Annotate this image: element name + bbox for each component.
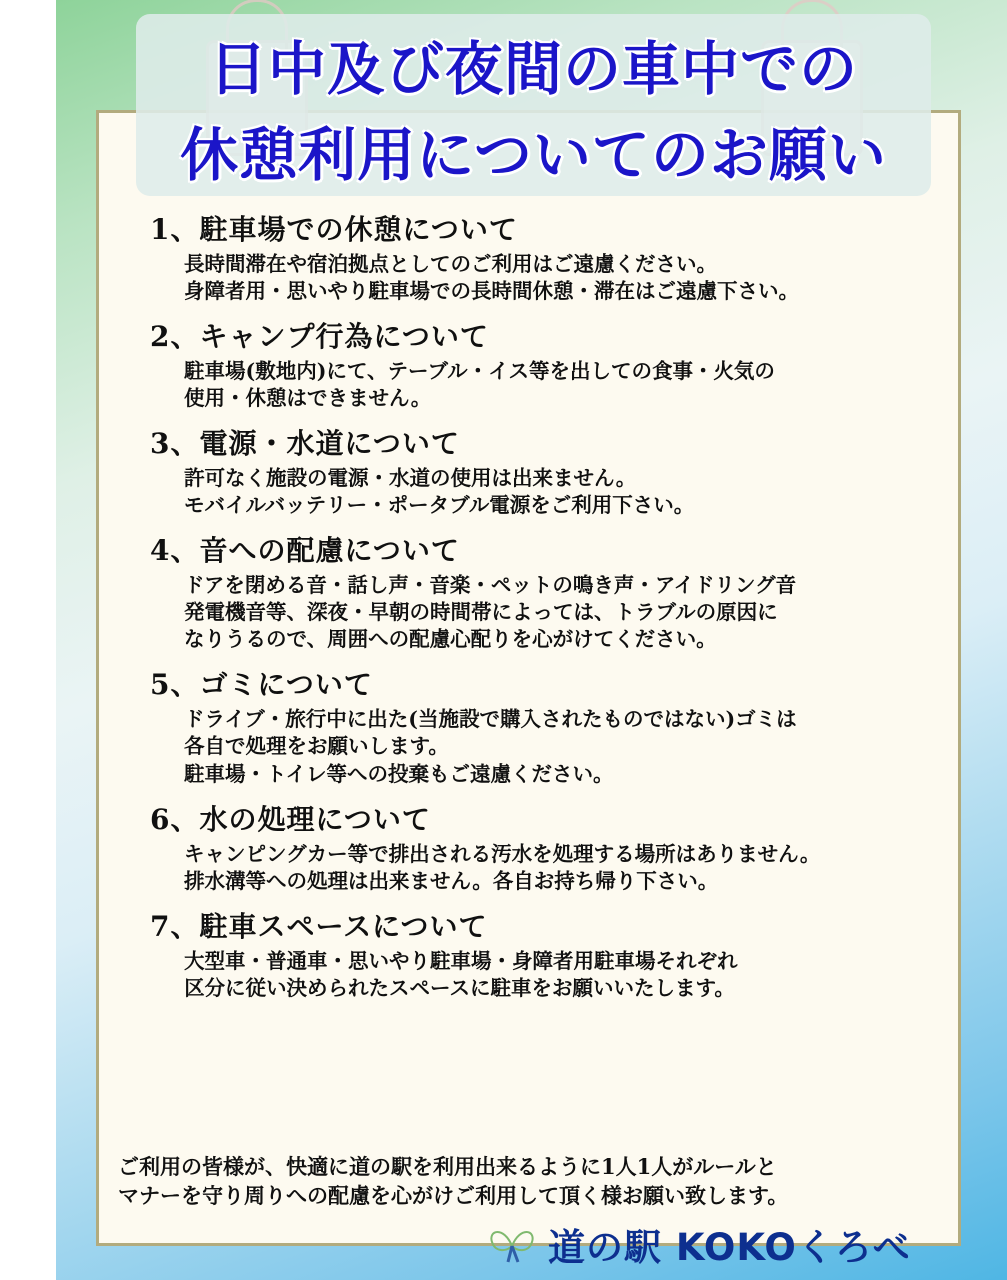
poster-title-block (136, 14, 931, 196)
rule-item (142, 667, 932, 787)
rule-body (142, 251, 932, 305)
station-logo-text: 道の駅 KOKOくろべ (548, 1226, 911, 1269)
station-logo (486, 1218, 956, 1270)
poster-frame (56, 0, 1007, 1280)
rules-list (142, 212, 932, 1016)
rule-line: 大型車・普通車・思いやり駐車場・身障者用駐車場それぞれ (184, 948, 738, 973)
rule-heading: 5、ゴミについて (150, 668, 373, 702)
rule-line: キャンピングカー等で排出される汚水を処理する場所はありません。 (184, 841, 821, 866)
rule-body (142, 572, 932, 653)
rule-line: モバイルバッテリー・ポータブル電源をご利用下さい。 (184, 493, 695, 518)
rule-heading: 7、駐車スペースについて (150, 909, 488, 943)
rule-item (142, 426, 932, 519)
rule-body (142, 948, 932, 1002)
rule-line: 各自で処理をお願いします。 (184, 734, 449, 759)
poster-title-line-2: 休憩利用についてのお願い (180, 121, 887, 189)
rule-line: ドアを閉める音・話し声・音楽・ペットの鳴き声・アイドリング音 (184, 573, 797, 598)
rule-line: 長時間滞在や宿泊拠点としてのご利用はご遠慮ください。 (184, 252, 717, 276)
butterfly-icon (486, 1224, 538, 1264)
rule-line: ドライブ・旅行中に出た(当施設で購入されたものではない)ゴミは (184, 707, 797, 732)
rule-item (142, 533, 932, 653)
rule-line: 許可なく施設の電源・水道の使用は出来ません。 (184, 466, 637, 491)
poster-title-line-1: 日中及び夜間の車中での (208, 35, 858, 103)
rule-heading: 4、音への配慮について (150, 534, 460, 568)
rule-item (142, 909, 932, 1002)
rule-line: 発電機音等、深夜・早朝の時間帯によっては、トラブルの原因に (184, 600, 778, 625)
rule-heading: 2、キャンプ行為について (150, 320, 489, 354)
footer-note (118, 1152, 948, 1211)
rule-line: 駐車場(敷地内)にて、テーブル・イス等を出しての食事・火気の (184, 359, 775, 384)
rule-item (142, 212, 932, 305)
rule-body (142, 841, 932, 895)
footer-note-line: ご利用の皆様が、快適に道の駅を利用出来るように1人1人がルールと (118, 1154, 777, 1179)
rule-heading: 1、駐車場での休憩について (150, 213, 518, 246)
rule-body (142, 358, 932, 412)
rule-line: 使用・休憩はできません。 (184, 386, 432, 411)
rule-body (142, 706, 932, 787)
rule-item (142, 802, 932, 895)
rule-line: 身障者用・思いやり駐車場での長時間休憩・滞在はご遠慮下さい。 (184, 279, 799, 304)
rule-line: なりうるので、周囲への配慮心配りを心がけてください。 (184, 627, 717, 652)
rule-item (142, 319, 932, 412)
rule-line: 区分に従い決められたスペースに駐車をお願いいたします。 (184, 975, 735, 1000)
rule-heading: 3、電源・水道について (150, 427, 460, 461)
rule-heading: 6、水の処理について (150, 802, 431, 836)
footer-note-line: マナーを守り周りへの配慮を心がけご利用して頂く様お願い致します。 (118, 1183, 789, 1209)
rule-line: 排水溝等への処理は出来ません。各自お持ち帰り下さい。 (184, 868, 719, 893)
rule-body (142, 465, 932, 519)
rule-line: 駐車場・トイレ等への投棄もご遠慮ください。 (184, 761, 614, 786)
